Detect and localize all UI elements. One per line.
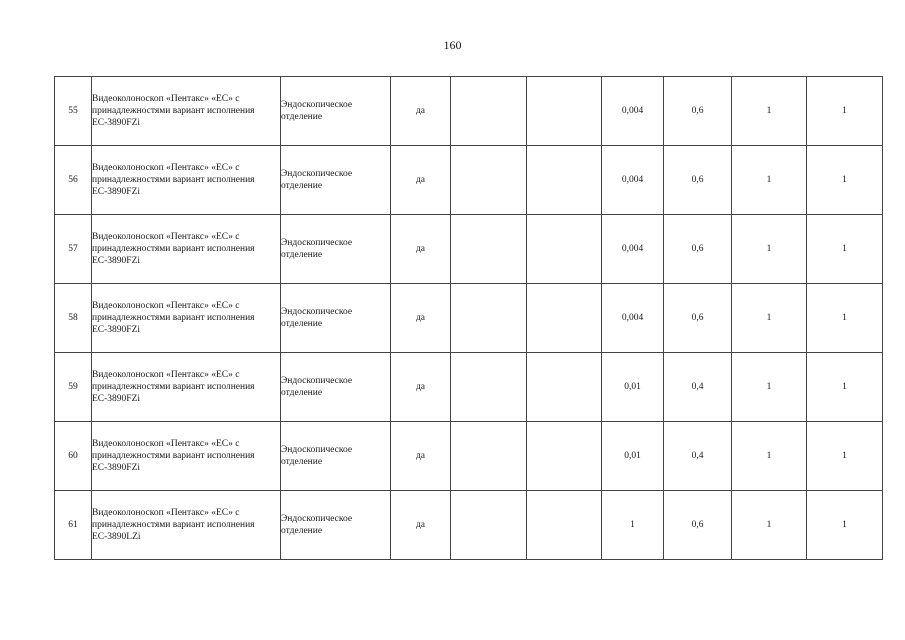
value-cell: 0,6	[664, 146, 732, 215]
flag-cell: да	[391, 422, 451, 491]
value-cell: 1	[807, 146, 883, 215]
value-cell: 0,4	[664, 353, 732, 422]
value-cell: 0,004	[602, 146, 664, 215]
value-cell: 0,6	[664, 284, 732, 353]
empty-cell	[451, 353, 527, 422]
flag-cell: да	[391, 77, 451, 146]
value-cell: 0,4	[664, 422, 732, 491]
value-cell: 0,6	[664, 215, 732, 284]
value-cell: 1	[807, 491, 883, 560]
row-number: 61	[55, 491, 92, 560]
equipment-name: Видеоколоноскоп «Пентакс» «ЕС» с принадлежностями вариант исполнения ЕС-3890FZi	[92, 215, 281, 284]
value-cell: 0,004	[602, 215, 664, 284]
empty-cell	[451, 215, 527, 284]
empty-cell	[451, 422, 527, 491]
flag-cell: да	[391, 284, 451, 353]
department: Эндоскопическое отделение	[281, 77, 391, 146]
row-number: 57	[55, 215, 92, 284]
value-cell: 0,004	[602, 77, 664, 146]
value-cell: 1	[732, 284, 807, 353]
table-row	[55, 422, 883, 491]
department: Эндоскопическое отделение	[281, 491, 391, 560]
empty-cell	[527, 146, 602, 215]
equipment-name: Видеоколоноскоп «Пентакс» «ЕС» с принадлежностями вариант исполнения ЕС-3890FZi	[92, 77, 281, 146]
empty-cell	[527, 491, 602, 560]
department: Эндоскопическое отделение	[281, 284, 391, 353]
department: Эндоскопическое отделение	[281, 215, 391, 284]
value-cell: 1	[807, 353, 883, 422]
empty-cell	[527, 215, 602, 284]
value-cell: 0,6	[664, 491, 732, 560]
value-cell: 0,01	[602, 353, 664, 422]
page-number: 160	[443, 38, 462, 52]
table-row	[55, 146, 883, 215]
value-cell: 1	[807, 422, 883, 491]
value-cell: 1	[732, 491, 807, 560]
empty-cell	[451, 77, 527, 146]
flag-cell: да	[391, 215, 451, 284]
value-cell: 1	[807, 215, 883, 284]
flag-cell: да	[391, 353, 451, 422]
value-cell: 1	[602, 491, 664, 560]
flag-cell: да	[391, 491, 451, 560]
value-cell: 0,01	[602, 422, 664, 491]
table-row	[55, 284, 883, 353]
table-row	[55, 215, 883, 284]
department: Эндоскопическое отделение	[281, 353, 391, 422]
value-cell: 1	[732, 353, 807, 422]
empty-cell	[527, 353, 602, 422]
equipment-name: Видеоколоноскоп «Пентакс» «ЕС» с принадлежностями вариант исполнения ЕС-3890FZi	[92, 284, 281, 353]
table-row	[55, 353, 883, 422]
value-cell: 1	[807, 284, 883, 353]
department: Эндоскопическое отделение	[281, 422, 391, 491]
department: Эндоскопическое отделение	[281, 146, 391, 215]
equipment-name: Видеоколоноскоп «Пентакс» «ЕС» с принадлежностями вариант исполнения ЕС-3890FZi	[92, 422, 281, 491]
empty-cell	[451, 284, 527, 353]
empty-cell	[527, 284, 602, 353]
value-cell: 1	[732, 422, 807, 491]
table-row	[55, 491, 883, 560]
equipment-table	[54, 76, 883, 560]
value-cell: 0,6	[664, 77, 732, 146]
row-number: 56	[55, 146, 92, 215]
flag-cell: да	[391, 146, 451, 215]
value-cell: 1	[732, 77, 807, 146]
table-body	[55, 77, 883, 560]
value-cell: 0,004	[602, 284, 664, 353]
value-cell: 1	[732, 215, 807, 284]
empty-cell	[527, 77, 602, 146]
row-number: 60	[55, 422, 92, 491]
value-cell: 1	[807, 77, 883, 146]
equipment-name: Видеоколоноскоп «Пентакс» «ЕС» с принадлежностями вариант исполнения ЕС-3890FZi	[92, 146, 281, 215]
row-number: 59	[55, 353, 92, 422]
row-number: 58	[55, 284, 92, 353]
empty-cell	[527, 422, 602, 491]
equipment-name: Видеоколоноскоп «Пентакс» «ЕС» с принадлежностями вариант исполнения ЕС-3890FZi	[92, 353, 281, 422]
row-number: 55	[55, 77, 92, 146]
empty-cell	[451, 491, 527, 560]
empty-cell	[451, 146, 527, 215]
value-cell: 1	[732, 146, 807, 215]
table-row	[55, 77, 883, 146]
equipment-name: Видеоколоноскоп «Пентакс» «ЕС» с принадлежностями вариант исполнения ЕС-3890LZi	[92, 491, 281, 560]
